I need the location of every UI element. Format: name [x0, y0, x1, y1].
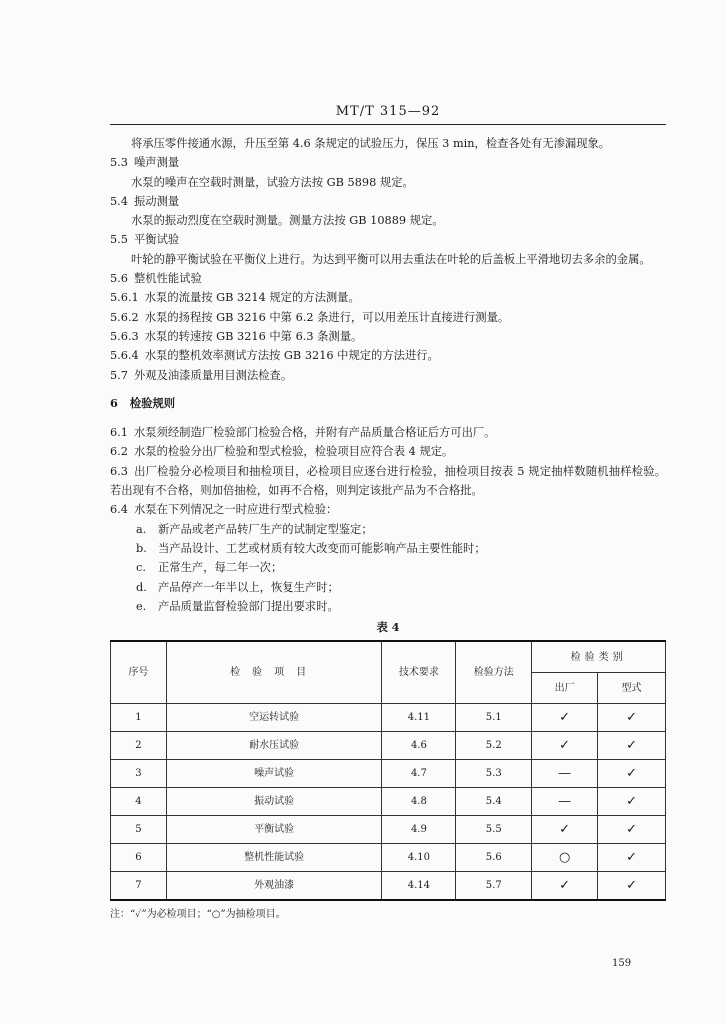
- section-text: 外观及油漆质量用目测法检查。: [133, 368, 293, 382]
- section-number: 5.6.4: [110, 349, 139, 363]
- section-5-5-heading: [110, 230, 666, 249]
- section-title: 振动测量: [133, 194, 180, 208]
- page-number: 159: [612, 958, 632, 969]
- section-title: 整机性能试验: [133, 272, 202, 286]
- cell-type: ✓: [598, 788, 666, 816]
- header-item: 检验项目: [166, 641, 382, 704]
- header-type: 型式: [598, 673, 666, 704]
- list-text: 正常生产，每二年一次；: [158, 561, 283, 575]
- page-header: MT/T 315—92: [335, 104, 441, 119]
- cell-item: 平衡试验: [166, 816, 382, 844]
- section-number: 5.6.2: [110, 310, 139, 324]
- cell-seq: 6: [111, 844, 167, 872]
- section-number: 6.4: [110, 503, 128, 517]
- section-number: 6.3: [110, 464, 128, 478]
- section-6-2: [110, 442, 666, 461]
- section-5-5-text: 叶轮的静平衡试验在平衡仪上进行。为达到平衡可以用去重法在叶轮的后盖板上平滑地切去多余的金属。: [131, 252, 651, 266]
- cell-method: 5.7: [456, 872, 532, 901]
- cell-factory: —: [532, 788, 598, 816]
- header-method: 检验方法: [456, 641, 532, 704]
- section-6-1: [110, 423, 666, 442]
- table-row: [111, 816, 666, 844]
- cell-factory: —: [532, 760, 598, 788]
- cell-item: 空运转试验: [166, 704, 382, 732]
- table-row: [111, 704, 666, 732]
- section-text: 出厂检验分必检项目和抽检项目，必检项目应逐台进行检验，抽检项目按表 5 规定抽样数随机抽样检验。若出现有不合格，则加倍抽检，如再不合格，则判定该批产品为不合格批。: [110, 464, 666, 498]
- section-5-4-heading: [110, 192, 666, 211]
- cell-tech: 4.6: [382, 732, 456, 760]
- cell-factory: ✓: [532, 732, 598, 760]
- cell-seq: 4: [111, 788, 167, 816]
- cell-type: ✓: [598, 872, 666, 901]
- list-label: d.: [136, 580, 147, 594]
- section-number: 5.6.3: [110, 329, 139, 343]
- cell-method: 5.1: [456, 704, 532, 732]
- header-rule: [110, 124, 666, 125]
- list-text: 新产品或老产品转厂生产的试制定型鉴定；: [158, 522, 373, 536]
- section-text: 水泵的检验分出厂检验和型式检验，检验项目应符合表 4 规定。: [133, 445, 454, 459]
- list-label: c.: [136, 561, 146, 575]
- paragraph-pressure-test: 将承压零件接通水源，升压至第 4.6 条规定的试验压力，保压 3 min，检查各处有无渗漏现象。: [131, 137, 611, 150]
- table-caption: 表 4: [376, 620, 400, 635]
- cell-method: 5.3: [456, 760, 532, 788]
- list-item: [110, 558, 666, 577]
- section-5-3-text: 水泵的噪声在空载时测量，试验方法按 GB 5898 规定。: [131, 175, 414, 189]
- header-tech: 技术要求: [382, 641, 456, 704]
- inspection-table: [110, 640, 666, 901]
- cell-method: 5.6: [456, 844, 532, 872]
- table-row: [111, 760, 666, 788]
- cell-type: ✓: [598, 732, 666, 760]
- section-title: 噪声测量: [133, 156, 180, 170]
- cell-factory: ○: [532, 844, 598, 872]
- chapter-title: 检验规则: [129, 395, 176, 410]
- cell-tech: 4.7: [382, 760, 456, 788]
- table-note: 注：“✓”为必检项目；“○”为抽检项目。: [110, 909, 286, 921]
- list-text: 产品停产一年半以上，恢复生产时；: [158, 580, 339, 594]
- list-item: [110, 597, 666, 616]
- cell-tech: 4.14: [382, 872, 456, 901]
- cell-item: 噪声试验: [166, 760, 382, 788]
- section-5-3-heading: [110, 153, 666, 172]
- cell-factory: ✓: [532, 704, 598, 732]
- cell-method: 5.2: [456, 732, 532, 760]
- table-row: [111, 788, 666, 816]
- header-category: 检验类别: [532, 641, 666, 673]
- section-text: 水泵的整机效率测试方法按 GB 3216 中规定的方法进行。: [144, 349, 439, 363]
- section-title: 平衡试验: [133, 233, 180, 247]
- section-5-7: [110, 366, 666, 385]
- cell-type: ✓: [598, 844, 666, 872]
- cell-seq: 5: [111, 816, 167, 844]
- section-5-4-text: 水泵的振动烈度在空载时测量。测量方法按 GB 10889 规定。: [131, 214, 444, 228]
- section-number: 5.6: [110, 272, 128, 286]
- list-label: a.: [136, 522, 147, 536]
- header-factory: 出厂: [532, 673, 598, 704]
- cell-tech: 4.9: [382, 816, 456, 844]
- cell-type: ✓: [598, 760, 666, 788]
- section-text: 水泵在下列情况之一时应进行型式检验：: [133, 503, 338, 517]
- section-number: 6.2: [110, 445, 128, 459]
- section-number: 6.1: [110, 426, 128, 440]
- section-6-4: [110, 500, 666, 519]
- cell-type: ✓: [598, 704, 666, 732]
- document-body: [110, 134, 666, 925]
- table-row: [111, 844, 666, 872]
- section-6-3: [110, 462, 666, 501]
- cell-seq: 7: [111, 872, 167, 901]
- list-item: [110, 578, 666, 597]
- list-label: e.: [136, 599, 147, 613]
- section-5-6-2: [110, 308, 666, 327]
- cell-item: 整机性能试验: [166, 844, 382, 872]
- list-text: 产品质量监督检验部门提出要求时。: [158, 599, 339, 613]
- section-number: 5.7: [110, 368, 128, 382]
- list-text: 当产品设计、工艺或材质有较大改变而可能影响产品主要性能时；: [158, 541, 486, 555]
- section-5-6-3: [110, 327, 666, 346]
- section-5-6-heading: [110, 269, 666, 288]
- section-text: 水泵的扬程按 GB 3216 中第 6.2 条进行，可以用差压计直接进行测量。: [144, 310, 510, 324]
- section-number: 5.3: [110, 156, 128, 170]
- cell-item: 振动试验: [166, 788, 382, 816]
- cell-item: 外观油漆: [166, 872, 382, 901]
- cell-factory: ✓: [532, 816, 598, 844]
- cell-seq: 3: [111, 760, 167, 788]
- cell-method: 5.5: [456, 816, 532, 844]
- section-5-6-4: [110, 346, 666, 365]
- section-number: 5.6.1: [110, 291, 139, 305]
- section-text: 水泵的转速按 GB 3216 中第 6.3 条测量。: [144, 329, 363, 343]
- section-number: 5.4: [110, 194, 128, 208]
- section-5-6-1: [110, 288, 666, 307]
- header-seq: 序号: [111, 641, 167, 704]
- cell-seq: 2: [111, 732, 167, 760]
- section-number: 5.5: [110, 233, 128, 247]
- section-text: 水泵的流量按 GB 3214 规定的方法测量。: [144, 291, 360, 305]
- cell-seq: 1: [111, 704, 167, 732]
- cell-type: ✓: [598, 816, 666, 844]
- cell-method: 5.4: [456, 788, 532, 816]
- cell-factory: ✓: [532, 872, 598, 901]
- cell-tech: 4.10: [382, 844, 456, 872]
- section-text: 水泵须经制造厂检验部门检验合格，并附有产品质量合格证后方可出厂。: [133, 426, 496, 440]
- table-header-row: [111, 641, 666, 673]
- list-item: [110, 520, 666, 539]
- chapter-6-heading: [110, 394, 666, 413]
- list-item: [110, 539, 666, 558]
- table-row: [111, 872, 666, 901]
- list-label: b.: [136, 541, 147, 555]
- cell-tech: 4.11: [382, 704, 456, 732]
- cell-item: 耐水压试验: [166, 732, 382, 760]
- chapter-number: 6: [110, 395, 118, 410]
- table-row: [111, 732, 666, 760]
- cell-tech: 4.8: [382, 788, 456, 816]
